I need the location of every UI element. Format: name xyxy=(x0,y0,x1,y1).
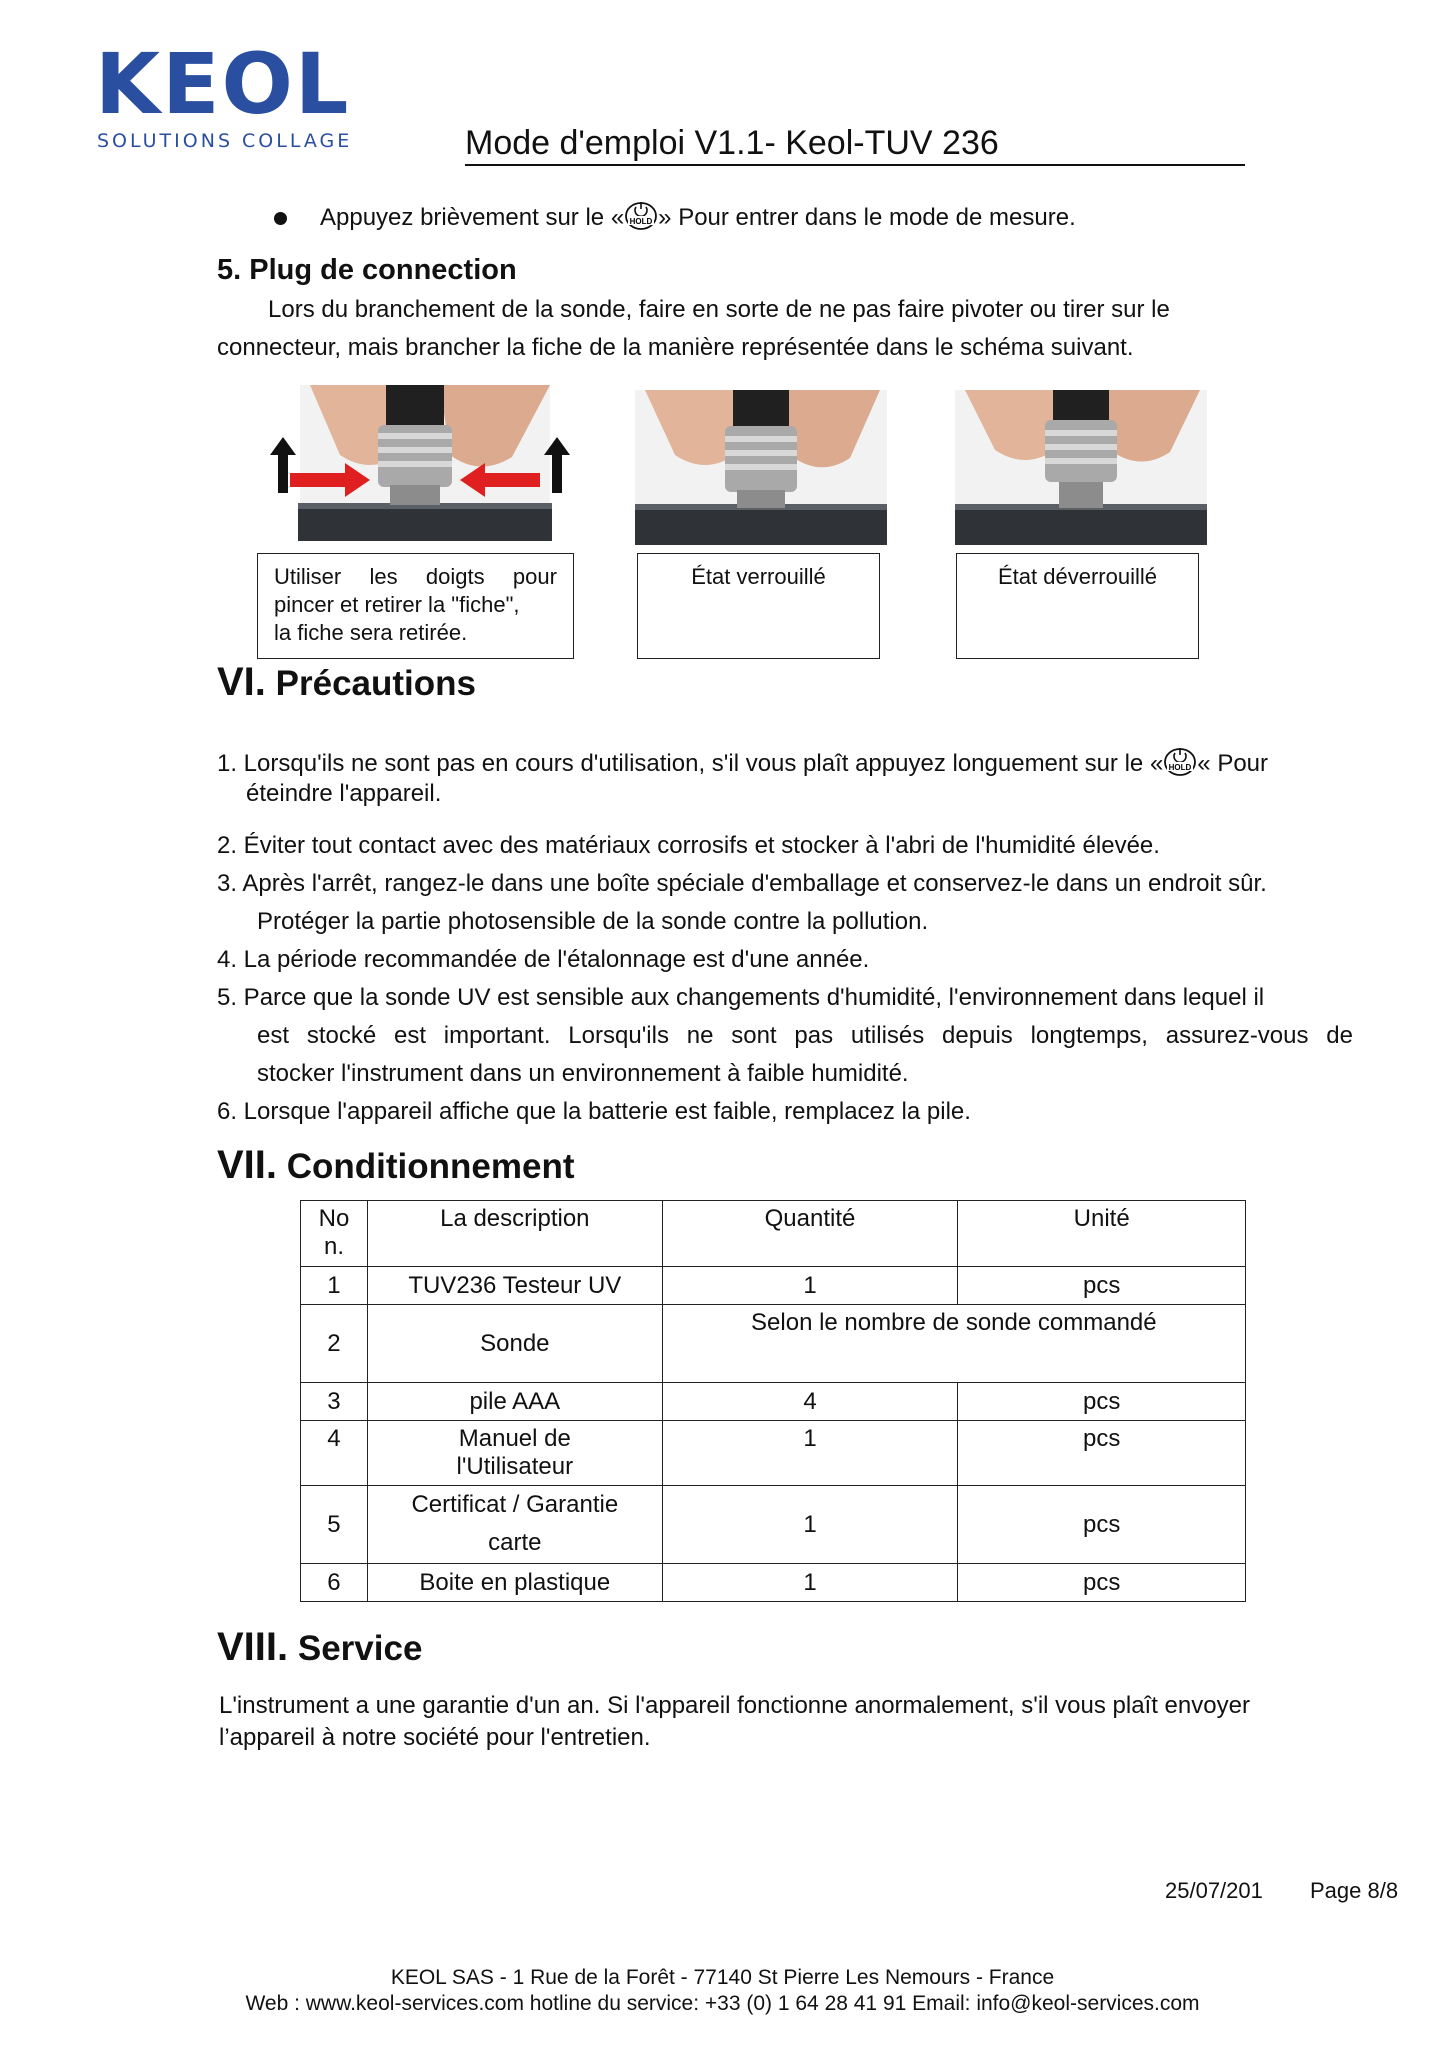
caption-unlocked xyxy=(956,553,1199,659)
precaution-5-line2-text: est stocké est important. Lorsqu'ils ne sont pas utilisés depuis longtemps, assurez-vous de xyxy=(257,1022,1353,1049)
cell-qty: 1 xyxy=(662,1564,958,1602)
section-5-heading: 5. Plug de connection xyxy=(217,254,517,286)
packaging-table xyxy=(300,1200,1246,1602)
caption-unplug-word: les xyxy=(369,564,398,589)
footer-date: 25/07/201 xyxy=(1165,1878,1263,1903)
table-row xyxy=(301,1486,1246,1564)
document-title: Mode d'emploi V1.1- Keol-TUV 236 xyxy=(465,124,999,162)
cell-qty: 1 xyxy=(662,1267,958,1305)
section-8-heading xyxy=(217,1625,422,1670)
cell-qty: 1 xyxy=(662,1421,958,1486)
caption-unplug-word: doigts xyxy=(425,564,485,589)
hold-icon-label: HOLD xyxy=(629,217,653,226)
hold-power-icon xyxy=(624,199,658,243)
precaution-item-4: 4. La période recommandée de l'étalonnage est d'une année. xyxy=(217,946,870,973)
cell-desc-line1: Certificat / Garantie xyxy=(411,1491,619,1518)
precaution-item-3: 3. Après l'arrêt, rangez-le dans une boîte spéciale d'emballage et conservez-le dans un endroit sûr. xyxy=(217,870,1267,897)
service-line2: l’appareil à notre société pour l'entretien. xyxy=(219,1724,651,1751)
cell-unit: pcs xyxy=(958,1267,1246,1305)
cell-no: 5 xyxy=(301,1486,368,1564)
bullet-text-pre: Appuyez brièvement sur le « xyxy=(320,204,625,231)
cell-desc-line2: carte xyxy=(488,1529,542,1556)
cell-unit: pcs xyxy=(958,1421,1246,1486)
precaution-item-1-line2: éteindre l'appareil. xyxy=(246,780,442,807)
table-row xyxy=(301,1383,1246,1421)
precaution-item-5-line3: stocker l'instrument dans un environnement à faible humidité. xyxy=(257,1060,909,1087)
section-5-para-line2: connecteur, mais brancher la fiche de la manière représentée dans le schéma suivant. xyxy=(217,334,1134,361)
cell-desc: TUV236 Testeur UV xyxy=(367,1267,662,1305)
cell-no: 6 xyxy=(301,1564,368,1602)
precaution-item-5-line2 xyxy=(257,1017,1353,1055)
service-line1: L'instrument a une garantie d'un an. Si l'appareil fonctionne anormalement, s'il vous plaît envoyer xyxy=(219,1692,1250,1719)
hold-icon-label: HOLD xyxy=(1168,763,1192,772)
caption-unplug-word: pour xyxy=(512,564,557,589)
cell-no: 3 xyxy=(301,1383,368,1421)
precaution-item-6: 6. Lorsque l'appareil affiche que la batterie est faible, remplacez la pile. xyxy=(217,1098,971,1125)
caption-unplug-word: Utiliser xyxy=(274,564,342,589)
section-8-title: Service xyxy=(297,1629,423,1668)
table-row xyxy=(301,1305,1246,1383)
caption-unplug-line3: la fiche sera retirée. xyxy=(274,620,468,645)
header-no xyxy=(301,1201,368,1267)
keol-logo: KEOL xyxy=(95,35,351,133)
cell-desc: Sonde xyxy=(367,1305,662,1383)
table-row xyxy=(301,1564,1246,1602)
cell-desc-line2: l'Utilisateur xyxy=(456,1453,574,1480)
footer-contact: Web : www.keol-services.com hotline du service: +33 (0) 1 64 28 41 91 Email: info@keol-services.com xyxy=(245,1992,1200,2015)
section-7-title: Conditionnement xyxy=(286,1147,575,1186)
unplug-photo xyxy=(250,385,580,545)
caption-unplug-line2-text: pincer et retirer la "fiche", xyxy=(274,592,520,617)
figure-unlocked xyxy=(955,390,1207,545)
header-description: La description xyxy=(367,1201,662,1267)
footer-page-number: Page 8/8 xyxy=(1310,1878,1399,1903)
cell-desc xyxy=(367,1486,662,1564)
footer-address: KEOL SAS - 1 Rue de la Forêt - 77140 St Pierre Les Nemours - France xyxy=(390,1966,1055,1989)
cell-no: 2 xyxy=(301,1305,368,1383)
caption-unlocked-text: État déverrouillé xyxy=(998,564,1157,589)
cell-no: 4 xyxy=(301,1421,368,1486)
table-row xyxy=(301,1267,1246,1305)
precaution-item-3-line2: Protéger la partie photosensible de la sonde contre la pollution. xyxy=(257,908,929,935)
title-divider xyxy=(465,164,1245,166)
caption-locked-text: État verrouillé xyxy=(691,564,826,589)
cell-unit: pcs xyxy=(958,1383,1246,1421)
table-row xyxy=(301,1421,1246,1486)
section-6-heading xyxy=(217,660,476,705)
precaution-item-5: 5. Parce que la sonde UV est sensible aux changements d'humidité, l'environnement dans lequel il xyxy=(217,984,1265,1011)
precaution-1-pre: 1. Lorsqu'ils ne sont pas en cours d'utilisation, s'il vous plaît appuyez longuement sur le « xyxy=(217,750,1164,777)
section-8-roman: VIII. xyxy=(217,1625,289,1669)
cell-qty: 4 xyxy=(662,1383,958,1421)
figure-locked xyxy=(635,390,887,545)
caption-locked xyxy=(637,553,880,659)
cell-desc: Boite en plastique xyxy=(367,1564,662,1602)
header-quantity: Quantité xyxy=(662,1201,958,1267)
bullet-dot xyxy=(274,212,287,225)
cell-merged: Selon le nombre de sonde commandé xyxy=(662,1305,1245,1383)
precaution-item-2: 2. Éviter tout contact avec des matériaux corrosifs et stocker à l'abri de l'humidité élevée. xyxy=(217,832,1160,859)
precaution-1-post: « Pour xyxy=(1197,750,1269,777)
header-no-line1: No xyxy=(318,1205,350,1232)
cell-no: 1 xyxy=(301,1267,368,1305)
header-unit: Unité xyxy=(958,1201,1246,1267)
cell-desc-line1: Manuel de xyxy=(458,1425,571,1452)
section-6-title: Précautions xyxy=(275,664,476,703)
keol-logo-tagline: SOLUTIONS COLLAGE xyxy=(97,130,353,152)
cell-unit: pcs xyxy=(958,1564,1246,1602)
cell-desc: pile AAA xyxy=(367,1383,662,1421)
table-header-row xyxy=(301,1201,1246,1267)
figure-unplug xyxy=(250,385,580,545)
section-6-roman: VI. xyxy=(217,660,266,704)
hold-power-icon xyxy=(1163,745,1197,789)
section-7-heading xyxy=(217,1143,575,1188)
header-no-line2: n. xyxy=(323,1233,344,1260)
caption-unplug-line1 xyxy=(274,563,557,591)
section-5-para-line1: Lors du branchement de la sonde, faire en sorte de ne pas faire pivoter ou tirer sur le xyxy=(268,296,1170,323)
unlocked-photo xyxy=(955,390,1207,545)
cell-qty: 1 xyxy=(662,1486,958,1564)
cell-desc xyxy=(367,1421,662,1486)
bullet-text xyxy=(320,199,1076,243)
cell-unit: pcs xyxy=(958,1486,1246,1564)
bullet-text-post: » Pour entrer dans le mode de mesure. xyxy=(658,204,1076,231)
caption-unplug xyxy=(257,553,574,659)
locked-photo xyxy=(635,390,887,545)
section-7-roman: VII. xyxy=(217,1143,278,1187)
